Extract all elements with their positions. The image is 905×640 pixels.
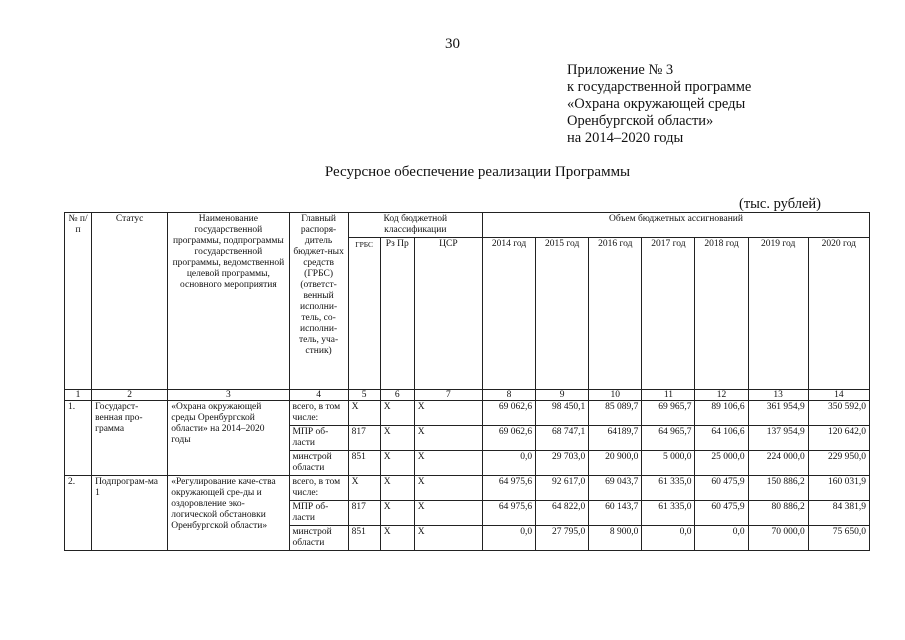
csr-code-cell: X bbox=[414, 501, 482, 526]
allocation-value-cell: 64 975,6 bbox=[482, 476, 535, 501]
allocation-value-cell: 25 000,0 bbox=[695, 451, 748, 476]
rzpr-code-cell: X bbox=[380, 426, 414, 451]
allocation-value-cell: 92 617,0 bbox=[536, 476, 589, 501]
allocation-value-cell: 60 475,9 bbox=[695, 476, 748, 501]
executor-cell: всего, в том числе: bbox=[289, 476, 348, 501]
rzpr-code-cell: X bbox=[380, 501, 414, 526]
header-allocations: Объем бюджетных ассигнований bbox=[482, 213, 869, 238]
status-cell: Государст-венная про-грамма bbox=[92, 401, 168, 476]
allocation-value-cell: 5 000,0 bbox=[642, 451, 695, 476]
csr-code-cell: X bbox=[414, 451, 482, 476]
appendix-line: «Охрана окружающей среды bbox=[567, 96, 746, 112]
executor-cell: всего, в том числе: bbox=[289, 401, 348, 426]
column-number: 11 bbox=[642, 390, 695, 401]
allocation-value-cell: 89 106,6 bbox=[695, 401, 748, 426]
allocation-value-cell: 64 975,6 bbox=[482, 501, 535, 526]
header-num: № п/п bbox=[65, 213, 92, 390]
allocation-value-cell: 64 822,0 bbox=[536, 501, 589, 526]
rzpr-code-cell: X bbox=[380, 476, 414, 501]
header-year: 2017 год bbox=[642, 238, 695, 390]
header-code-grbs: ГРБС bbox=[348, 238, 380, 390]
row-number-cell: 1. bbox=[65, 401, 92, 476]
executor-cell: минстрой области bbox=[289, 451, 348, 476]
column-number: 1 bbox=[65, 390, 92, 401]
allocation-value-cell: 137 954,9 bbox=[748, 426, 808, 451]
allocation-value-cell: 80 886,2 bbox=[748, 501, 808, 526]
allocation-value-cell: 350 592,0 bbox=[808, 401, 869, 426]
header-name: Наименование государственной программы, подпрограммы государственной программы, ведомственной целевой программы, основного мероприятия bbox=[168, 213, 289, 390]
allocation-value-cell: 224 000,0 bbox=[748, 451, 808, 476]
allocation-value-cell: 0,0 bbox=[482, 451, 535, 476]
executor-cell: МПР об-ласти bbox=[289, 426, 348, 451]
rzpr-code-cell: X bbox=[380, 451, 414, 476]
executor-cell: минстрой области bbox=[289, 526, 348, 551]
allocation-value-cell: 84 381,9 bbox=[808, 501, 869, 526]
column-number: 5 bbox=[348, 390, 380, 401]
column-number: 3 bbox=[168, 390, 289, 401]
page-number: 30 bbox=[445, 36, 460, 52]
column-number: 12 bbox=[695, 390, 748, 401]
executor-cell: МПР об-ласти bbox=[289, 501, 348, 526]
header-budget-code: Код бюджетной классификации bbox=[348, 213, 482, 238]
appendix-block bbox=[567, 62, 751, 147]
header-year: 2014 год bbox=[482, 238, 535, 390]
grbs-code-cell: 851 bbox=[348, 526, 380, 551]
csr-code-cell: X bbox=[414, 426, 482, 451]
budget-table bbox=[64, 212, 870, 551]
allocation-value-cell: 69 965,7 bbox=[642, 401, 695, 426]
program-name-cell: «Охрана окружающей среды Оренбургской области» на 2014–2020 годы bbox=[168, 401, 289, 476]
appendix-line: Оренбургской области» bbox=[567, 113, 714, 129]
column-number-row bbox=[65, 390, 870, 401]
column-number: 2 bbox=[92, 390, 168, 401]
allocation-value-cell: 75 650,0 bbox=[808, 526, 869, 551]
column-number: 14 bbox=[808, 390, 869, 401]
allocation-value-cell: 0,0 bbox=[482, 526, 535, 551]
row-number-cell: 2. bbox=[65, 476, 92, 551]
column-number: 7 bbox=[414, 390, 482, 401]
allocation-value-cell: 120 642,0 bbox=[808, 426, 869, 451]
allocation-value-cell: 361 954,9 bbox=[748, 401, 808, 426]
table-row bbox=[65, 401, 870, 426]
allocation-value-cell: 85 089,7 bbox=[589, 401, 642, 426]
header-year: 2020 год bbox=[808, 238, 869, 390]
grbs-code-cell: 851 bbox=[348, 451, 380, 476]
allocation-value-cell: 29 703,0 bbox=[536, 451, 589, 476]
allocation-value-cell: 8 900,0 bbox=[589, 526, 642, 551]
allocation-value-cell: 69 062,6 bbox=[482, 426, 535, 451]
allocation-value-cell: 64189,7 bbox=[589, 426, 642, 451]
column-number: 4 bbox=[289, 390, 348, 401]
appendix-line: Приложение № 3 bbox=[567, 62, 674, 78]
grbs-code-cell: 817 bbox=[348, 501, 380, 526]
allocation-value-cell: 160 031,9 bbox=[808, 476, 869, 501]
allocation-value-cell: 64 965,7 bbox=[642, 426, 695, 451]
header-year: 2016 год bbox=[589, 238, 642, 390]
appendix-line: к государственной программе bbox=[567, 79, 752, 95]
header-code-rzpr: Рз Пр bbox=[380, 238, 414, 390]
csr-code-cell: X bbox=[414, 401, 482, 426]
allocation-value-cell: 60 475,9 bbox=[695, 501, 748, 526]
allocation-value-cell: 20 900,0 bbox=[589, 451, 642, 476]
allocation-value-cell: 0,0 bbox=[695, 526, 748, 551]
header-year: 2019 год bbox=[748, 238, 808, 390]
column-number: 10 bbox=[589, 390, 642, 401]
program-name-cell: «Регулирование каче-ства окружающей сре-ды и оздоровление эко-логической обстановки Оренбургской области» bbox=[168, 476, 289, 551]
allocation-value-cell: 69 043,7 bbox=[589, 476, 642, 501]
rzpr-code-cell: X bbox=[380, 401, 414, 426]
status-cell: Подпрограм-ма 1 bbox=[92, 476, 168, 551]
allocation-value-cell: 150 886,2 bbox=[748, 476, 808, 501]
allocation-value-cell: 27 795,0 bbox=[536, 526, 589, 551]
allocation-value-cell: 60 143,7 bbox=[589, 501, 642, 526]
grbs-code-cell: X bbox=[348, 401, 380, 426]
units-label: (тыс. рублей) bbox=[739, 196, 821, 212]
csr-code-cell: X bbox=[414, 476, 482, 501]
grbs-code-cell: 817 bbox=[348, 426, 380, 451]
allocation-value-cell: 229 950,0 bbox=[808, 451, 869, 476]
grbs-code-cell: X bbox=[348, 476, 380, 501]
allocation-value-cell: 61 335,0 bbox=[642, 476, 695, 501]
column-number: 13 bbox=[748, 390, 808, 401]
header-grbs: Главный распоря-дитель бюджет-ных средств (ГРБС) (ответст-венный исполни-тель, со-исполни-тель, уча-стник) bbox=[289, 213, 348, 390]
allocation-value-cell: 0,0 bbox=[642, 526, 695, 551]
appendix-line: на 2014–2020 годы bbox=[567, 130, 684, 146]
header-year: 2015 год bbox=[536, 238, 589, 390]
allocation-value-cell: 70 000,0 bbox=[748, 526, 808, 551]
header-code-csr: ЦСР bbox=[414, 238, 482, 390]
allocation-value-cell: 64 106,6 bbox=[695, 426, 748, 451]
column-number: 9 bbox=[536, 390, 589, 401]
allocation-value-cell: 69 062,6 bbox=[482, 401, 535, 426]
column-number: 8 bbox=[482, 390, 535, 401]
header-year: 2018 год bbox=[695, 238, 748, 390]
column-number: 6 bbox=[380, 390, 414, 401]
allocation-value-cell: 98 450,1 bbox=[536, 401, 589, 426]
allocation-value-cell: 68 747,1 bbox=[536, 426, 589, 451]
rzpr-code-cell: X bbox=[380, 526, 414, 551]
document-title: Ресурсное обеспечение реализации Программы bbox=[324, 164, 631, 180]
csr-code-cell: X bbox=[414, 526, 482, 551]
allocation-value-cell: 61 335,0 bbox=[642, 501, 695, 526]
table-row bbox=[65, 476, 870, 501]
header-status: Статус bbox=[92, 213, 168, 390]
